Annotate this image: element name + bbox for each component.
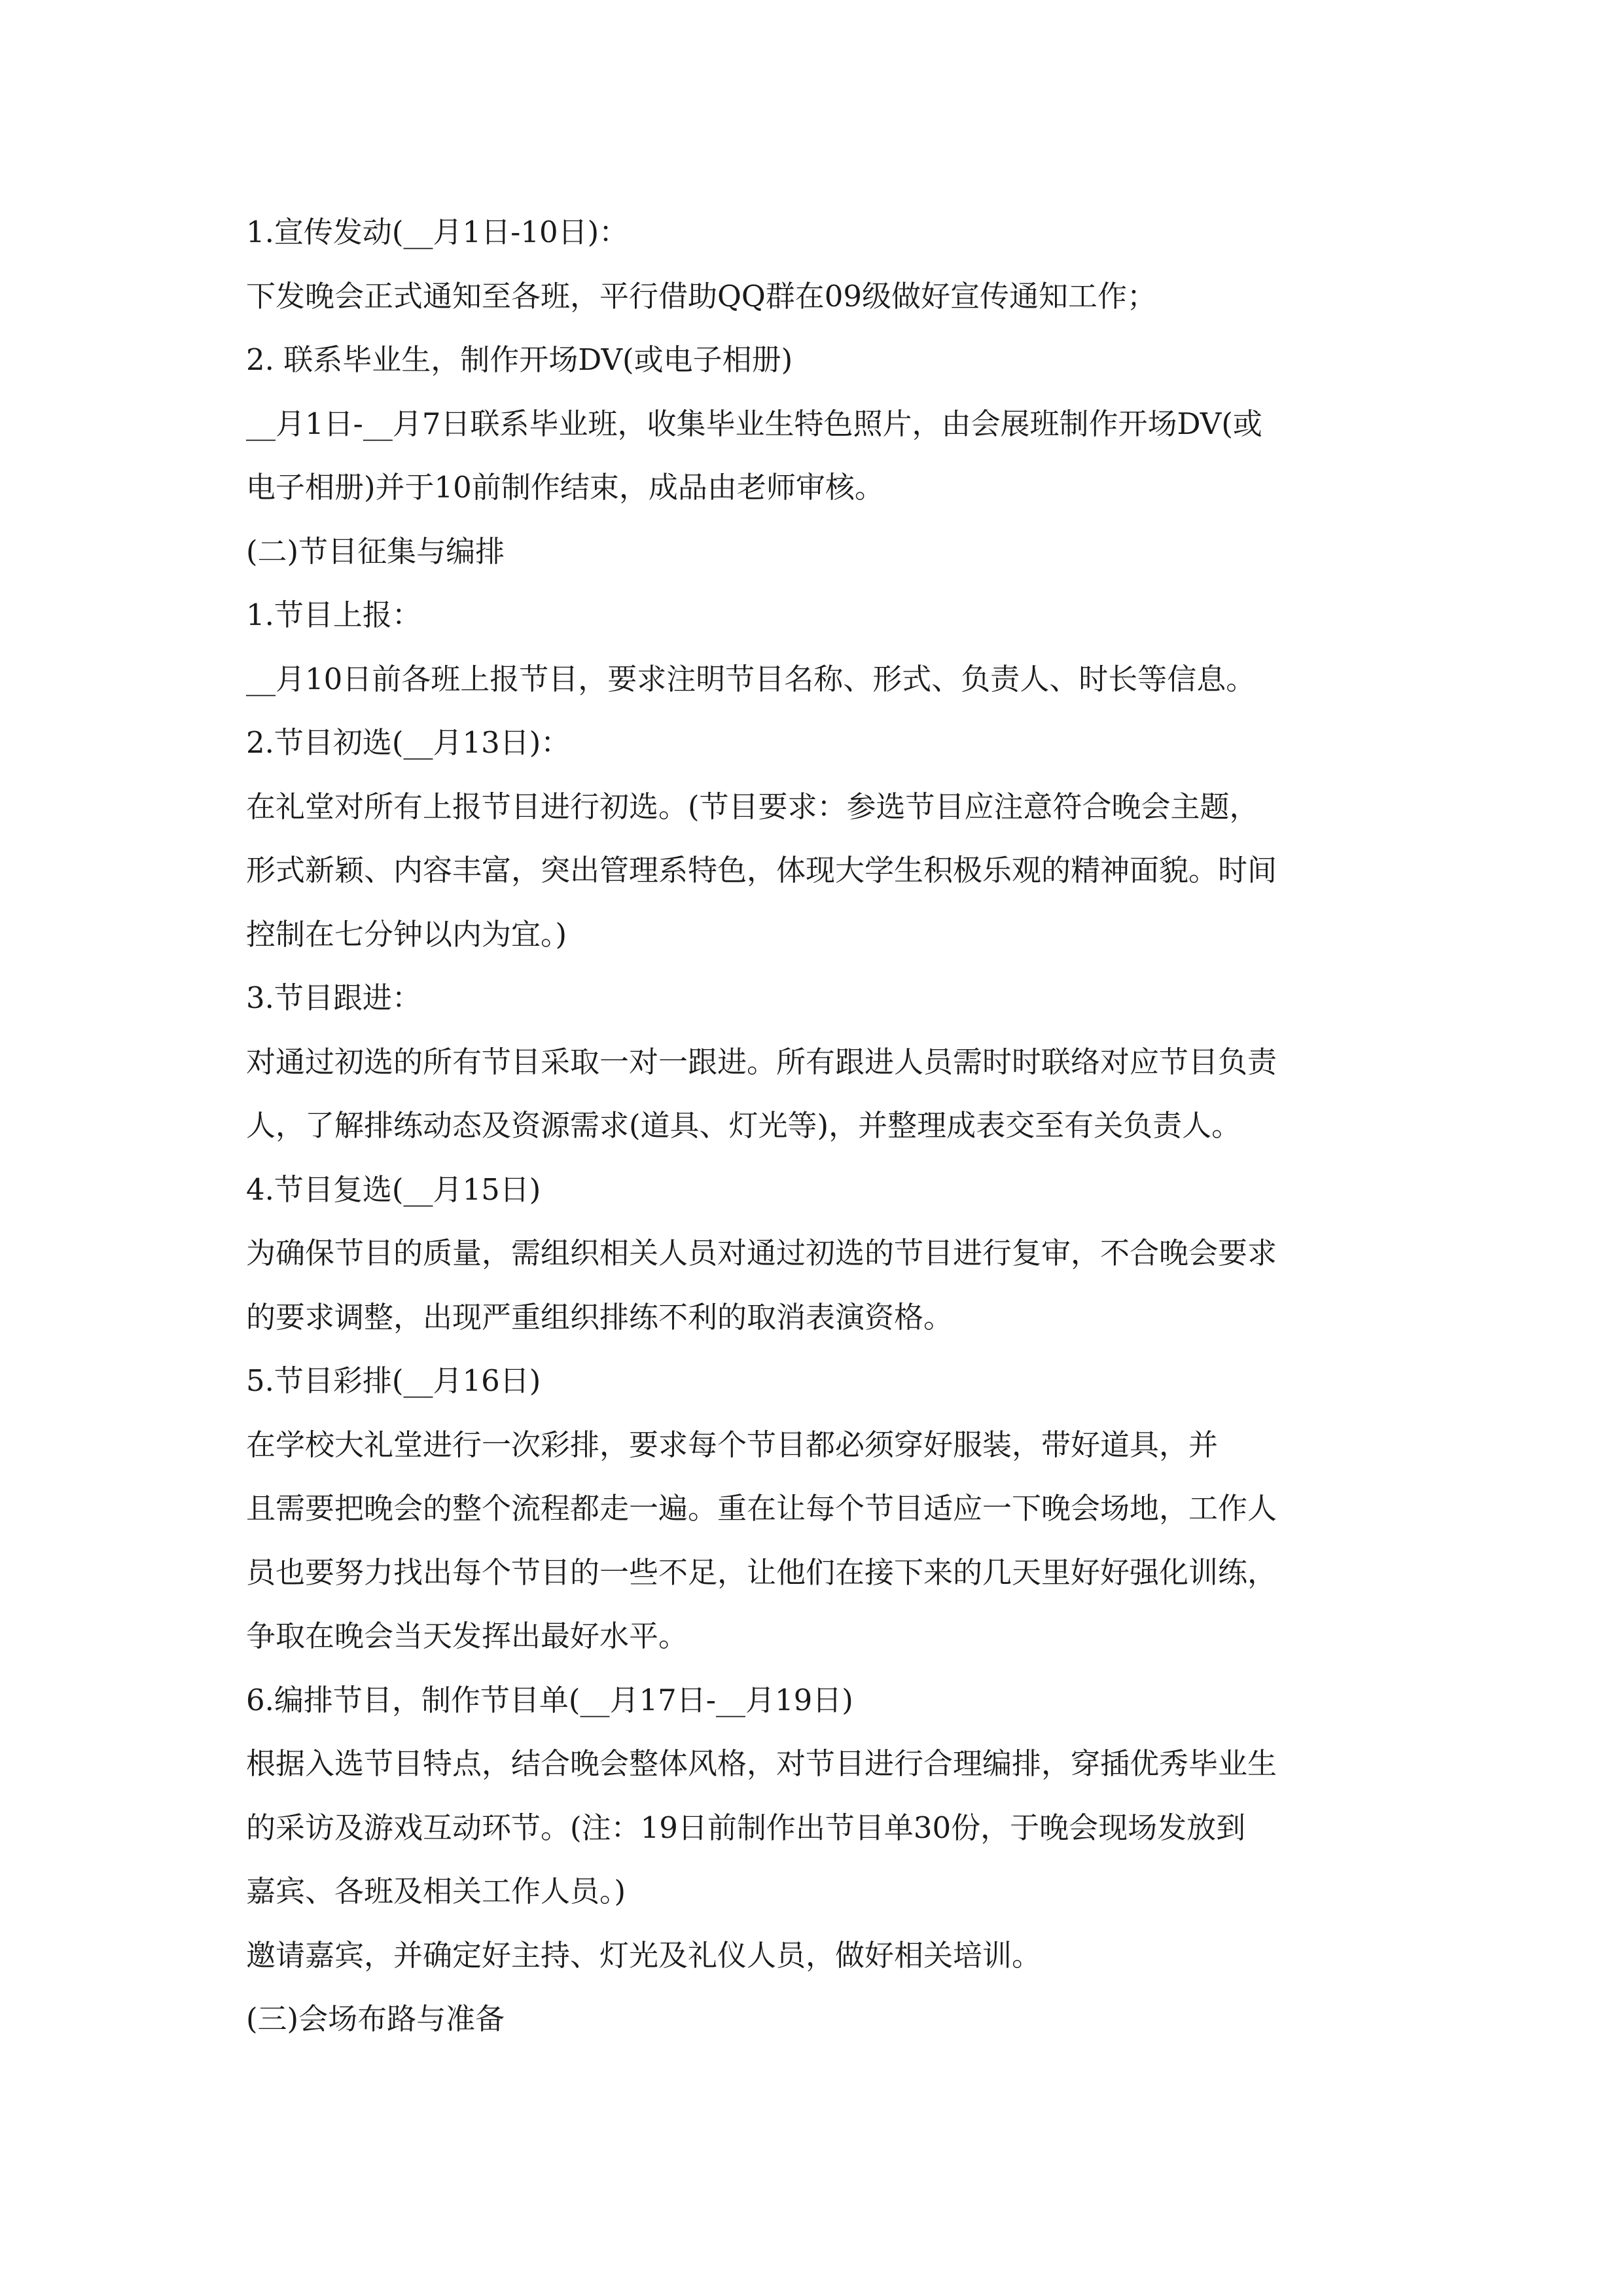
text-line: __月10日前各班上报节目，要求注明节目名称、形式、负责人、时长等信息。 [246,661,1256,696]
text-line: 邀请嘉宾，并确定好主持、灯光及礼仪人员，做好相关培训。 [246,1937,1042,1973]
section-heading: (二)节目征集与编排 [246,533,505,569]
text-line: 争取在晚会当天发挥出最好水平。 [246,1619,688,1653]
text-line: 人，了解排练动态及资源需求(道具、灯光等)，并整理成表交至有关负责人。 [246,1108,1241,1143]
text-line: 1.宣传发动(__月1日-10日)： [246,215,629,249]
text-line: 员也要努力找出每个节目的一些不足，让他们在接下来的几天里好好强化训练， [246,1554,1277,1590]
text-line: 6.编排节目，制作节目单(__月17日-__月19日) [246,1682,853,1717]
text-line: 且需要把晚会的整个流程都走一遍。重在让每个节目适应一下晚会场地，工作人 [246,1491,1277,1526]
text-line: 电子相册)并于10前制作结束，成品由老师审核。 [246,470,884,505]
text-line: 嘉宾、各班及相关工作人员。) [246,1874,626,1909]
text-line: 控制在七分钟以内为宜。) [246,916,567,952]
text-line: 3.节目跟进： [246,980,421,1015]
text-line: 对通过初选的所有节目采取一对一跟进。所有跟进人员需时时联络对应节目负责 [246,1044,1277,1079]
text-line: 4.节目复选(__月15日) [246,1172,541,1207]
text-line: 的采访及游戏互动环节。(注：19日前制作出节目单30份，于晚会现场发放到 [246,1810,1246,1845]
text-line: 形式新颖、内容丰富，突出管理系特色，体现大学生积极乐观的精神面貌。时间 [246,853,1277,888]
text-line: 2.节目初选(__月13日)： [246,725,571,760]
text-line: __月1日-__月7日联系毕业班，收集毕业生特色照片，由会展班制作开场DV(或 [246,406,1262,441]
document-body [246,200,1398,2051]
text-line: 为确保节目的质量，需组织相关人员对通过初选的节目进行复审，不合晚会要求 [246,1236,1277,1270]
text-line: 在礼堂对所有上报节目进行初选。(节目要求：参选节目应注意符合晚会主题， [246,789,1259,824]
text-line: 下发晚会正式通知至各班，平行借助QQ群在09级做好宣传通知工作； [246,278,1157,314]
text-line: 在学校大礼堂进行一次彩排，要求每个节目都必须穿好服装，带好道具，并 [246,1427,1219,1462]
text-line: 2. 联系毕业生，制作开场DV(或电子相册) [246,342,793,377]
text-line: 1.节目上报： [246,598,421,632]
text-line: 的要求调整，出现严重组织排练不利的取消表演资格。 [246,1299,954,1335]
text-line: 根据入选节目特点，结合晚会整体风格，对节目进行合理编排，穿插优秀毕业生 [246,1746,1277,1781]
text-line: 5.节目彩排(__月16日) [246,1363,541,1398]
section-heading: (三)会场布路与准备 [246,2001,505,2036]
